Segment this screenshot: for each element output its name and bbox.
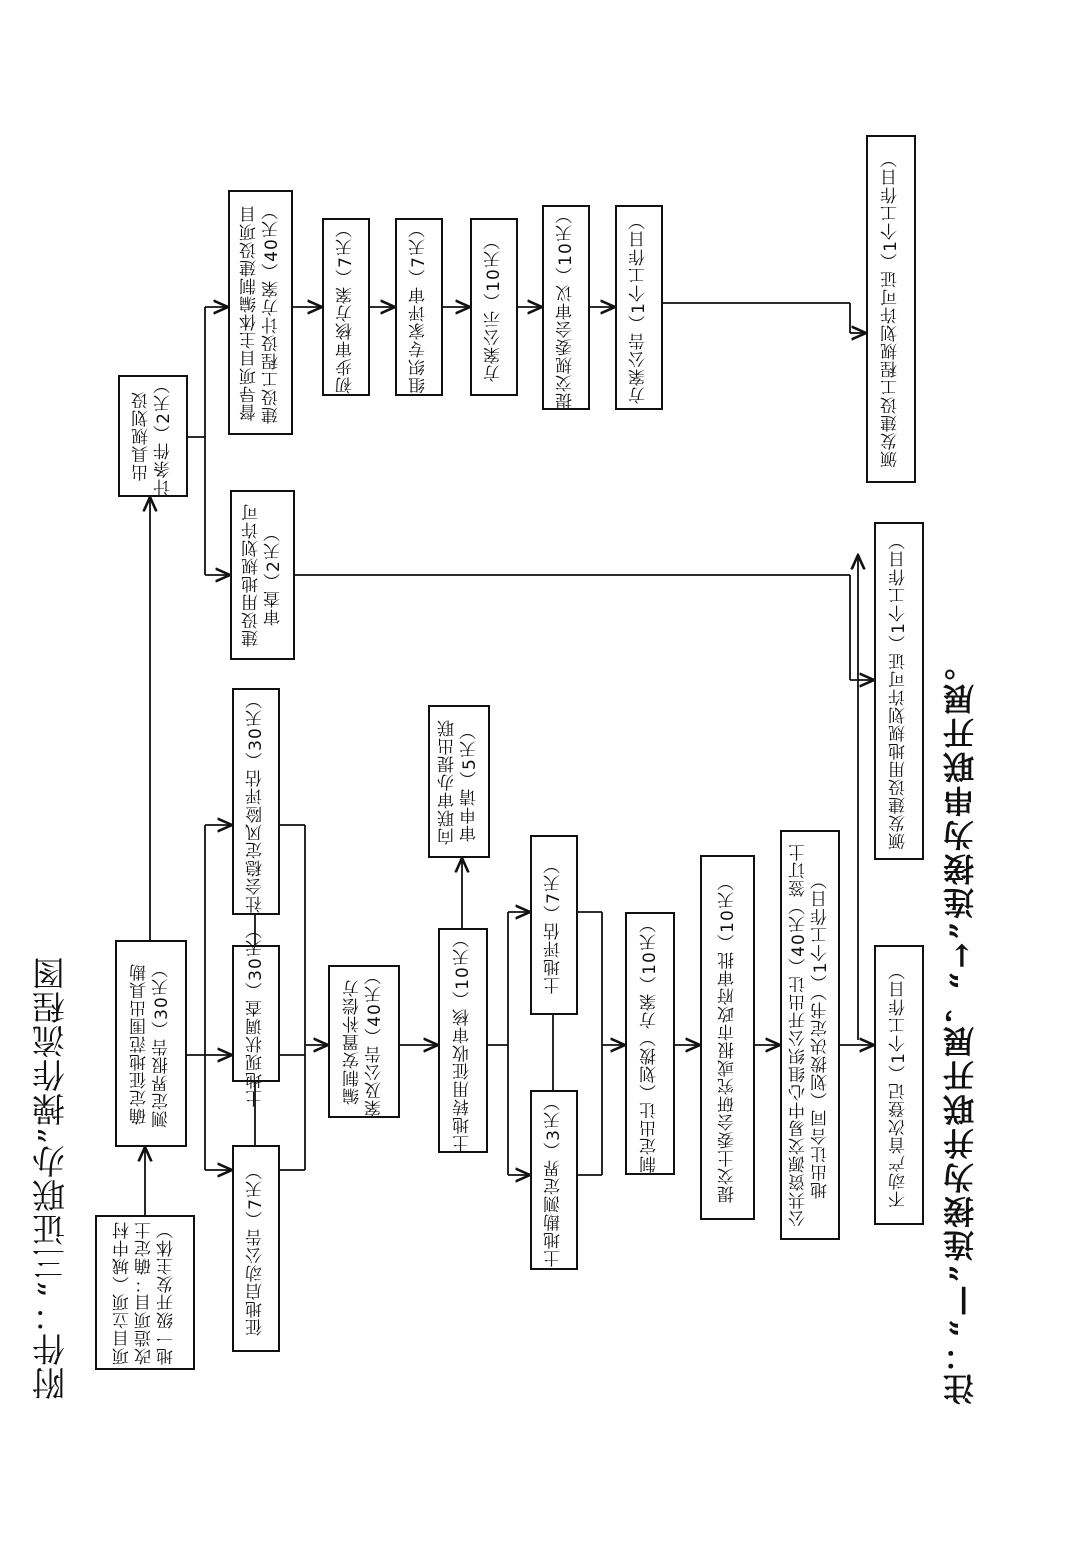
node-survey-boundary bbox=[530, 1090, 578, 1270]
node-transfer-plan bbox=[625, 912, 675, 1175]
node-land-assessment bbox=[530, 835, 578, 1015]
node-government-approval bbox=[700, 855, 755, 1220]
node-conversion-review-label: 土地转用征收审核（10天） bbox=[453, 929, 473, 1152]
node-status-survey-label: 土地现状调查（30天） bbox=[246, 920, 266, 1107]
node-compensation-plan bbox=[328, 965, 400, 1118]
node-start-label: 项目立项（城中村 改造项目：确定土 地一级开发主体） bbox=[113, 1220, 177, 1365]
node-land-permit bbox=[874, 522, 924, 860]
node-boundary-report bbox=[115, 940, 187, 1147]
node-property-registration bbox=[874, 945, 924, 1225]
node-survey-boundary-label: 土地勘测定界（3天） bbox=[544, 1093, 564, 1267]
node-joint-application-label: 向联审办提出联 审申请（5天） bbox=[438, 718, 480, 845]
node-compensation-plan-label: 编制安置补偿方 案及公告（40天） bbox=[343, 966, 385, 1117]
node-eng-permit-label: 颁发建设工程规划许可证（1个工作日） bbox=[881, 150, 901, 468]
node-conversion-review bbox=[438, 928, 488, 1153]
node-land-use-review bbox=[230, 490, 295, 660]
node-land-permit-label: 颁发建设用地规划许可证（1个工作日） bbox=[889, 532, 909, 850]
node-committee-review-label: 提交规委会审议（10天） bbox=[556, 205, 576, 410]
node-land-use-review-label: 建设用地规划许可 审查（2天） bbox=[241, 503, 284, 647]
node-transfer-plan-label: 制定出让（划拨）方案（10天） bbox=[640, 914, 660, 1173]
node-scheme-publicity bbox=[470, 218, 518, 396]
legend-note: 注：“—”连接为并联开展，“→”连接为串联开展。 bbox=[944, 646, 980, 1405]
node-boundary-report-label: 确定征地范围出具勘 测定界报告（30天） bbox=[130, 959, 172, 1128]
node-risk-assessment bbox=[232, 688, 280, 915]
node-public-transfer bbox=[780, 830, 840, 1240]
node-preliminary-review bbox=[322, 218, 370, 396]
node-preliminary-review-label: 初步审核方案（7天） bbox=[336, 220, 356, 394]
node-public-transfer-label: 公共资源交易中心组织公开出让（40天）签订土 地出让合同（划拨决定书）（1个工作日） bbox=[789, 843, 831, 1227]
node-planning-conditions-label: 出具规划设 计条件（2天） bbox=[132, 376, 174, 496]
node-government-approval-label: 提交土委会研究或报市政府审批（10天） bbox=[717, 872, 738, 1203]
node-property-registration-label: 不动产首次登记（1个工作日） bbox=[889, 962, 909, 1208]
node-design-scheme bbox=[228, 190, 293, 435]
node-risk-assessment-label: 社会稳定风险评估（30天） bbox=[246, 690, 266, 913]
node-launch-notice-label: 征地启动公告（7天） bbox=[246, 1161, 266, 1336]
node-scheme-publicity-label: 方案公示（10天） bbox=[484, 232, 504, 382]
page-title: 附件：“三证联办”操作流程图 bbox=[31, 956, 70, 1400]
node-design-scheme-label: 督导项目主体编制建设项目 建设工程设计方案（40天） bbox=[239, 201, 282, 424]
node-expert-review bbox=[395, 218, 443, 396]
node-launch-notice bbox=[232, 1145, 280, 1352]
node-scheme-announcement bbox=[615, 205, 663, 410]
node-committee-review bbox=[542, 205, 590, 410]
node-planning-conditions bbox=[118, 375, 188, 497]
node-land-assessment-label: 土地评估（7天） bbox=[544, 856, 564, 994]
node-scheme-announcement-label: 方案公告（1个工作日） bbox=[629, 211, 649, 404]
node-expert-review-label: 组织专家评审（7天） bbox=[409, 220, 429, 394]
node-joint-application bbox=[428, 705, 490, 858]
node-start bbox=[95, 1215, 195, 1370]
node-status-survey bbox=[232, 920, 280, 1107]
node-eng-permit bbox=[866, 135, 916, 483]
